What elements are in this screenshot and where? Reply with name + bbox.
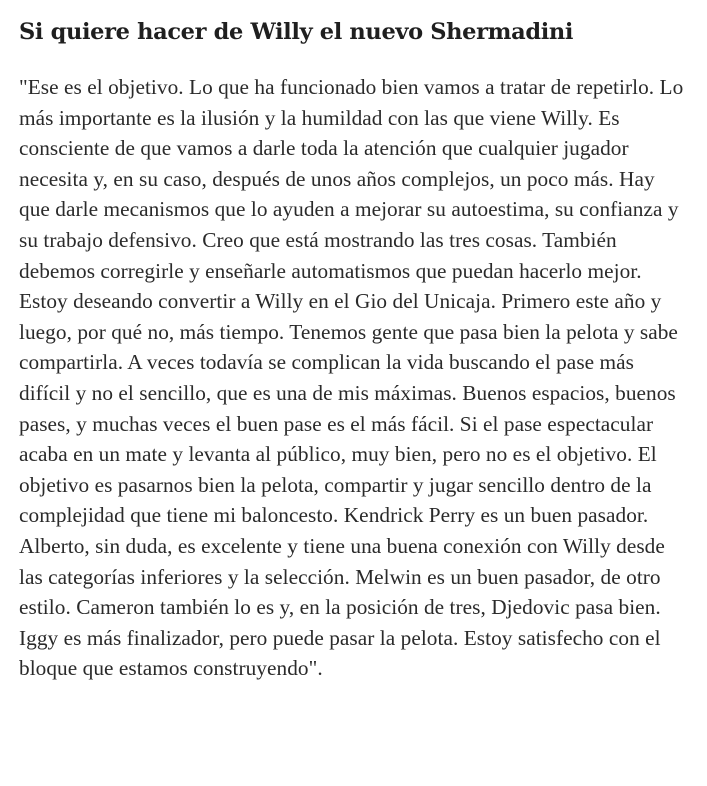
- article-quote-paragraph: "Ese es el objetivo. Lo que ha funcionado bien vamos a tratar de repetirlo. Lo más importante es la ilusión y la humildad con las que viene Willy. Es consciente de que vamos a darle toda la atención que cualquier jugador necesita y, en su caso, después de unos años complejos, un poco más. Hay que darle mecanismos que lo ayuden a mejorar su autoestima, su confianza y su trabajo defensivo. Creo que está mostrando las tres cosas. También debemos corregirle y enseñarle automatismos que puedan hacerlo mejor. Estoy deseando convertir a Willy en el Gio del Unicaja. Primero este año y luego, por qué no, más tiempo. Tenemos gente que pasa bien la pelota y sabe compartirla. A veces todavía se complican la vida buscando el pase más difícil y no el sencillo, que es una de mis máximas. Buenos espacios, buenos pases, y muchas veces el buen pase es el más fácil. Si el pase espectacular acaba en un mate y levanta al público, muy bien, pero no es el objetivo. El objetivo es pasarnos bien la pelota, compartir y jugar sencillo dentro de la complejidad que tiene mi baloncesto. Kendrick Perry es un buen pasador. Alberto, sin duda, es excelente y tiene una buena conexión con Willy desde las categorías inferiores y la selección. Melwin es un buen pasador, de otro estilo. Cameron también lo es y, en la posición de tres, Djedovic pasa bien. Iggy es más finalizador, pero puede pasar la pelota. Estoy satisfecho con el bloque que estamos construyendo".: [19, 75, 684, 681]
- article: [19, 14, 689, 684]
- article-subheading: Si quiere hacer de Willy el nuevo Shermadini: [19, 19, 574, 45]
